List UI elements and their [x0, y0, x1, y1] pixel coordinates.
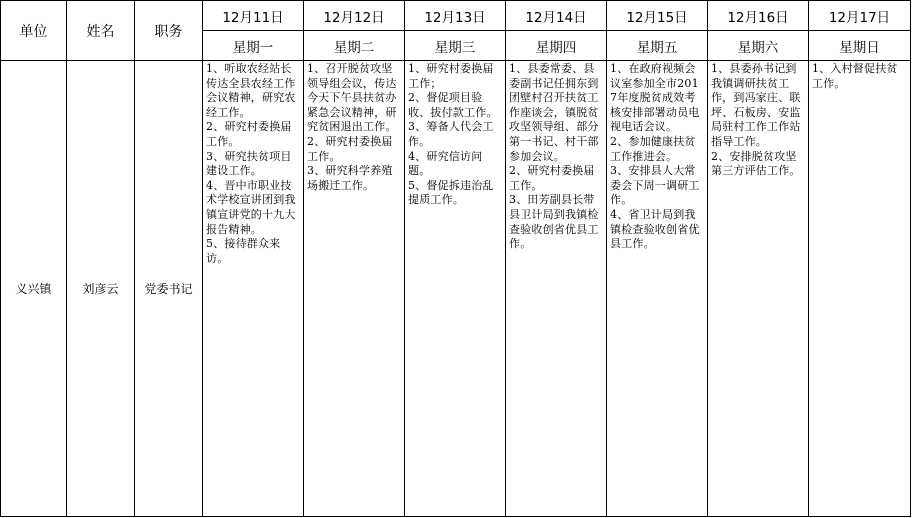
schedule-item: 1、召开脱贫攻坚领导组会议，传达今天下午县扶贫办紧急会议精神，研究贫困退出工作。: [307, 62, 397, 134]
header-weekday: 星期三: [405, 31, 506, 61]
header-date: 12月16日: [708, 1, 809, 31]
header-date: 12月15日: [607, 1, 708, 31]
schedule-cell-sunday: [809, 61, 911, 517]
header-date: 12月14日: [506, 1, 607, 31]
schedule-item: 3、安排县人大常委会下周一调研工作。: [610, 164, 700, 207]
schedule-item: 1、在政府视频会议室参加全市2017年度脱贫成效考核安排部署动员电视电话会议。: [610, 62, 700, 134]
schedule-list: [203, 61, 303, 266]
header-unit: 单位: [1, 1, 67, 61]
schedule-item: 3、研究扶贫项目建设工作。: [206, 149, 292, 178]
schedule-cell-tuesday: [304, 61, 405, 517]
schedule-list: [304, 61, 404, 193]
schedule-item: 1、研究村委换届工作；: [408, 62, 494, 90]
schedule-item: 3、研究科学养殖场搬迁工作。: [307, 164, 393, 192]
schedule-list: [809, 61, 910, 91]
header-weekday: 星期五: [607, 31, 708, 61]
schedule-item: 2、安排脱贫攻坚第三方评估工作。: [711, 149, 801, 178]
schedule-list: [607, 61, 707, 252]
header-weekday: 星期二: [304, 31, 405, 61]
header-weekday: 星期日: [809, 31, 911, 61]
schedule-item: 2、研究村委换届工作。: [206, 120, 292, 148]
schedule-cell-wednesday: [405, 61, 506, 517]
header-name: 姓名: [67, 1, 135, 61]
header-date: 12月11日: [203, 1, 304, 31]
schedule-item: 5、接待群众来访。: [206, 237, 281, 265]
header-date: 12月12日: [304, 1, 405, 31]
schedule-item: 1、县委常委、县委副书记任拥东到团壁村召开扶贫工作座谈会，镇脱贫攻坚领导组、部分第一书记、村干部参加会议。: [509, 62, 599, 163]
schedule-item: 2、研究村委换届工作。: [307, 134, 393, 163]
header-weekday: 星期四: [506, 31, 607, 61]
schedule-list: [506, 61, 606, 252]
schedule-item: 1、入村督促扶贫工作。: [812, 62, 898, 90]
schedule-item: 2、督促项目验收、拔付款工作。: [408, 91, 498, 119]
unit-cell: 义兴镇: [1, 61, 67, 517]
name-cell: 刘彦云: [67, 61, 135, 517]
schedule-item: 1、听取农经站长传达全县农经工作会议精神，研究农经工作。: [206, 62, 296, 119]
schedule-item: 3、田芳副县长带县卫计局到我镇检查验收创省优县工作。: [509, 193, 599, 251]
schedule-item: 3、筹备人代会工作。: [408, 120, 494, 148]
schedule-item: 4、研究信访问题。: [408, 149, 483, 178]
header-weekday: 星期一: [203, 31, 304, 61]
schedule-cell-saturday: [708, 61, 809, 517]
schedule-list: [708, 61, 808, 179]
schedule-cell-thursday: [506, 61, 607, 517]
header-position: 职务: [135, 1, 203, 61]
schedule-item: 5、督促拆违治乱提质工作。: [408, 178, 494, 207]
schedule-item: 2、参加健康扶贫工作推进会。: [610, 134, 696, 163]
header-date: 12月17日: [809, 1, 911, 31]
header-date: 12月13日: [405, 1, 506, 31]
schedule-cell-friday: [607, 61, 708, 517]
schedule-item: 2、研究村委换届工作。: [509, 164, 595, 192]
schedule-item: 4、晋中市职业技术学校宣讲团到我镇宣讲党的十九大报告精神。: [206, 178, 296, 236]
schedule-item: 1、县委孙书记到我镇调研扶贫工作，到冯家庄、联坪、石板房、安监局驻村工作工作站指导工作。: [711, 62, 801, 148]
schedule-cell-monday: [203, 61, 304, 517]
header-weekday: 星期六: [708, 31, 809, 61]
schedule-list: [405, 61, 505, 208]
schedule-item: 4、省卫计局到我镇检查验收创省优县工作。: [610, 207, 700, 251]
position-cell: 党委书记: [135, 61, 203, 517]
table-row: [1, 61, 911, 517]
header-row-dates: [1, 1, 911, 31]
